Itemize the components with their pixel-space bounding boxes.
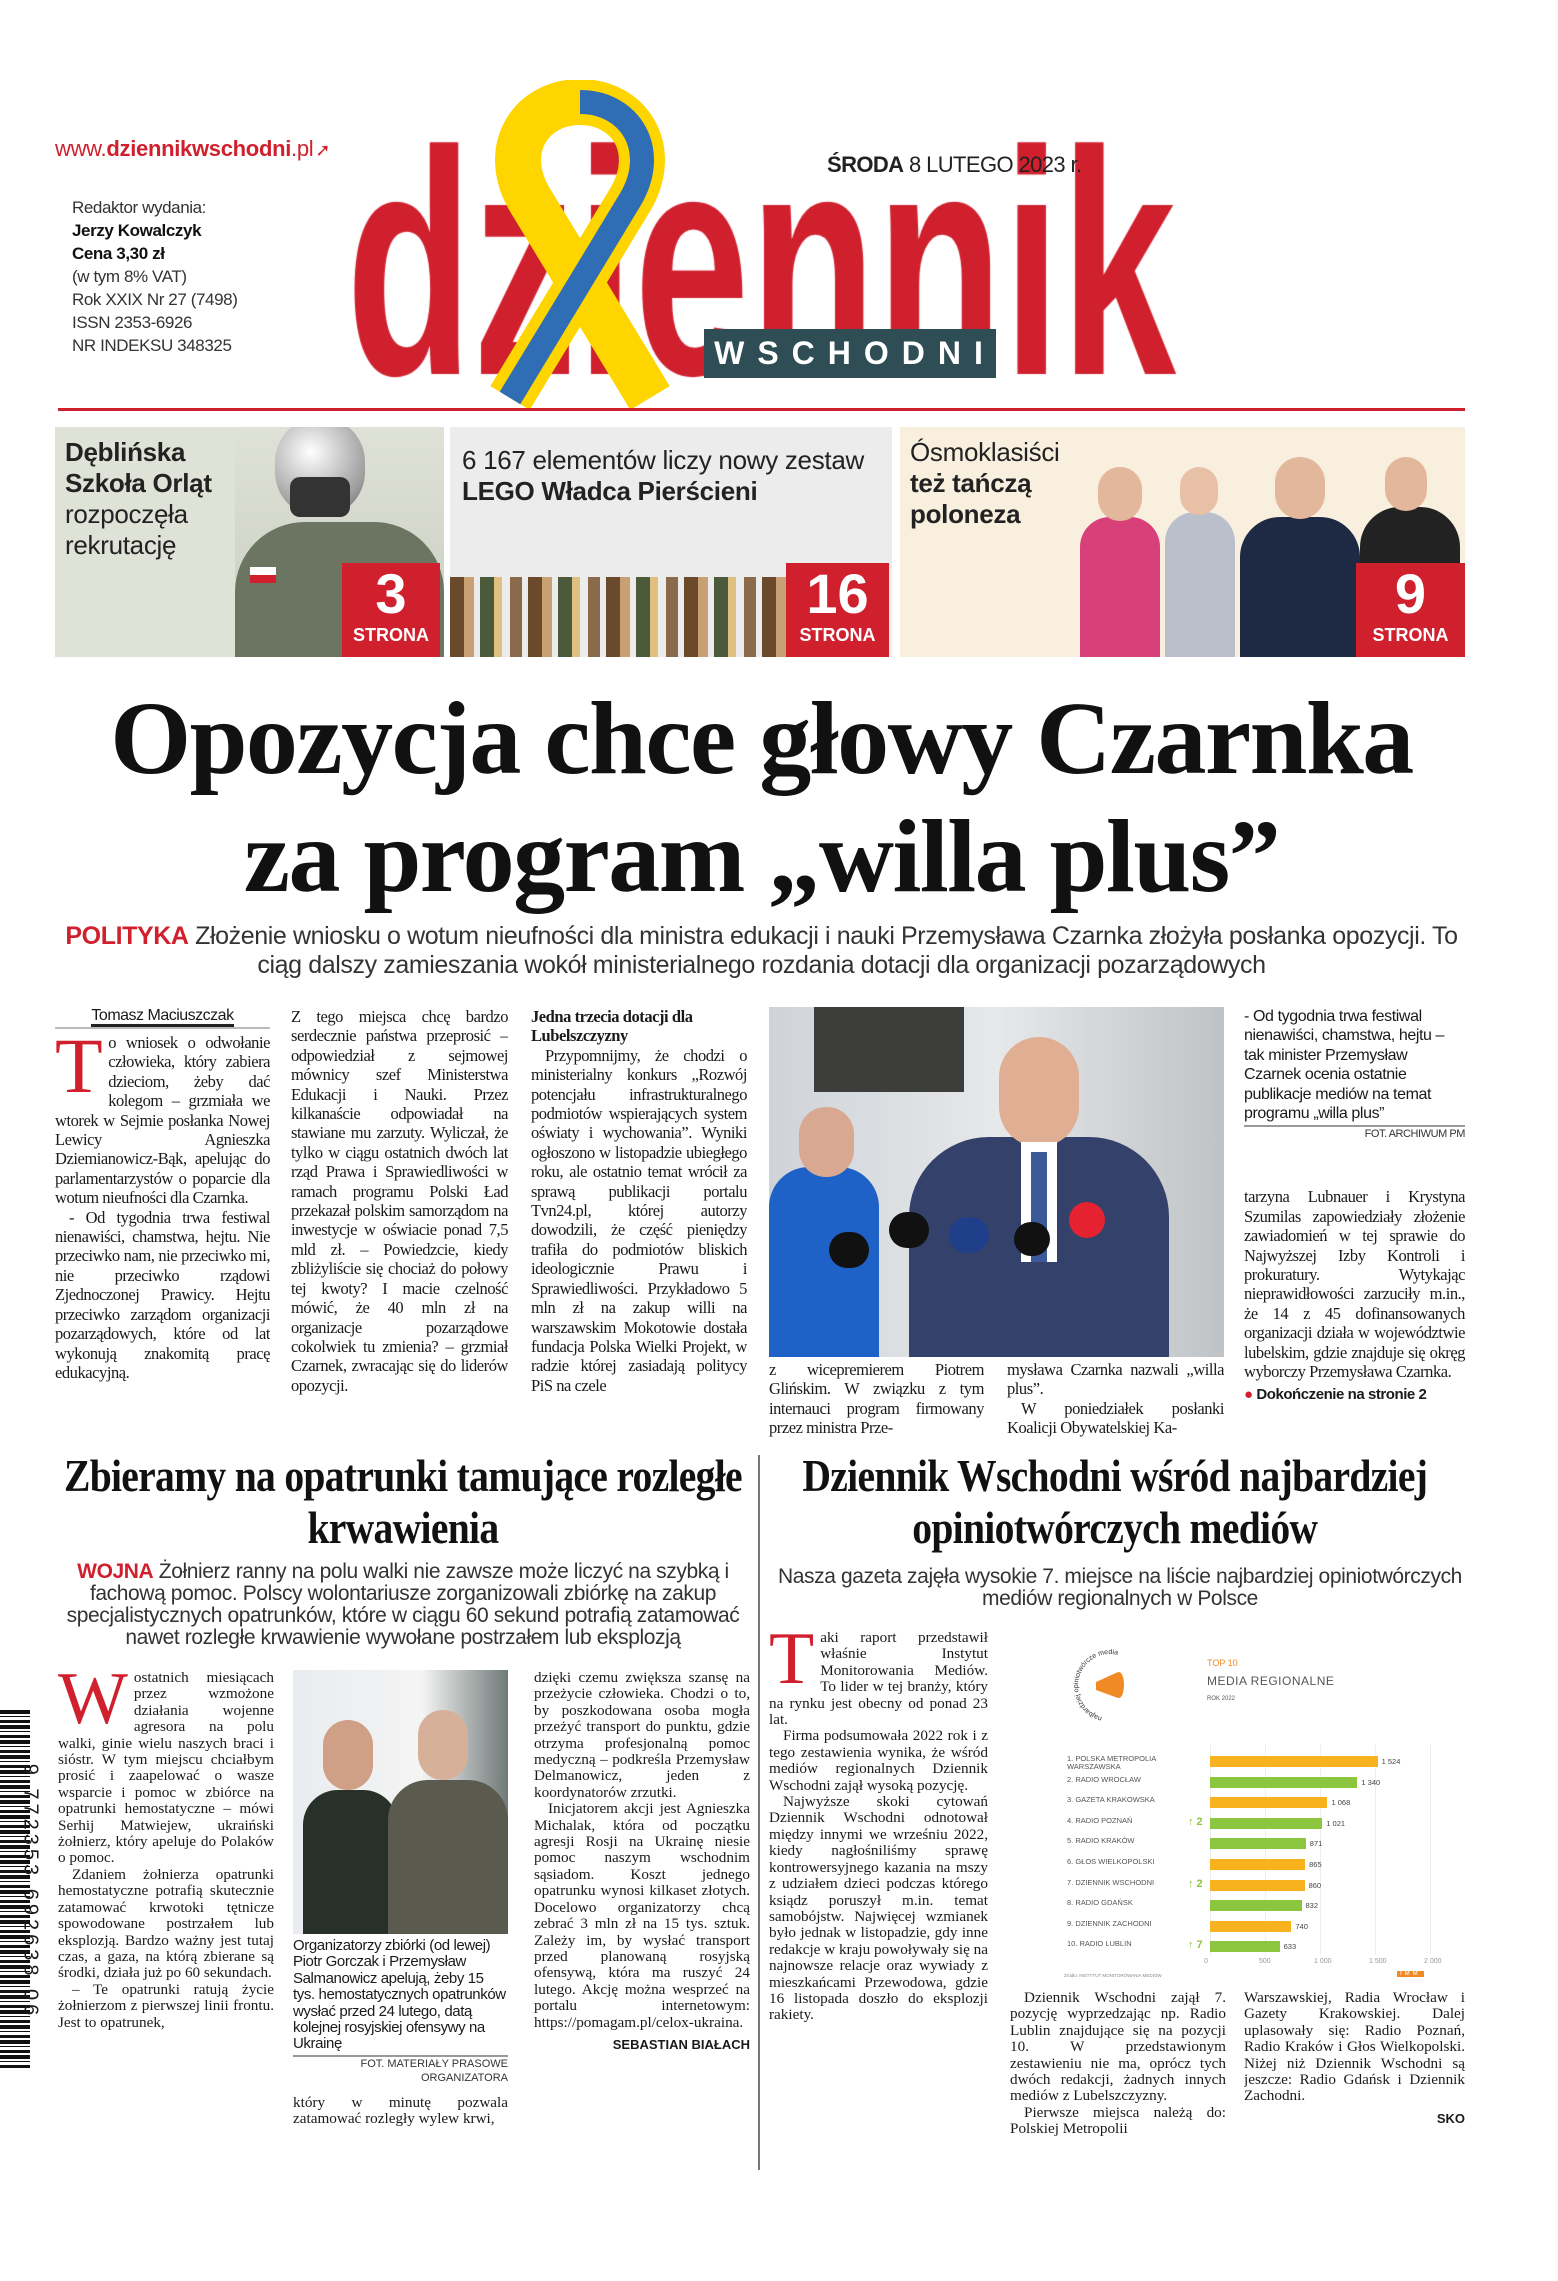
chart-bar [1210, 1818, 1322, 1829]
chart-value-label: 1 068 [1331, 1798, 1351, 1808]
chart-bar [1210, 1777, 1357, 1788]
story2-headline[interactable]: Zbieramy na opatrunki tamujące rozległe krwawienia [63, 1451, 742, 1553]
logo-subtitle: WSCHODNI [704, 329, 996, 378]
teaser-deblin[interactable]: Dęblińska Szkoła Orląt rozpoczęła rekrutację 3 STRONA [55, 427, 444, 657]
chart-value-label: 832 [1305, 1901, 1319, 1911]
chart-gridline [1430, 1745, 1431, 1955]
article-column: Z tego miejsca chcę bardzo serdecznie państwa przeprosić – odpowiedział z sejmowej mównicy szef Ministerstwa Edukacji i Nauki. Przez kilkanaście odpowiadał na stawiane mu zarzuty. Wyliczał, że tylko w ciągu ostatnich dwóch lat rząd Prawa i Sprawiedliwości w ramach programu Polski Ład przekazał polskim samorządom na inwestycje w oświacie ponad 7,5 mld zł. – Powiedzcie, kiedy zbliżyliście się chociaż do połowy tej kwoty? I macie czelność mówić, że 40 mln zł na organizacje pozarządowe cokolwiek tu zmienia? – grzmiał Czarnek, zwracając się do liderów opozycji. [291, 1007, 508, 1395]
chart-value-label: 1 340 [1361, 1777, 1381, 1787]
chart-gridline [1375, 1745, 1376, 1955]
chart-source: Źródło: INSTYTUT MONITOROWANIA MEDIÓW [1064, 1973, 1162, 1978]
article-column: dzięki czemu zwiększa szansę na przeżycie człowieka. Chodzi o to, by poszkodowana osoba mogła przeżyć transport do punktu, gdzie otrzyma profesjonalną pomoc medyczną – podkreśla Przemysław Delmanowicz, jeden z koordynatorów zrzutki. Inicjatorem akcji jest Agnieszka Michalak, która od początku agresji Rosji na Ukrainę niesie pomoc naszym wschodnim sąsiadom. Koszt jednego opatrunku wynosi kilkaset złotych. Docelowo organizatorzy chcą zebrać 3 mln zł na 15 tys. sztuk. Zależy im, by wysłać transport przed planowaną rosyjską ofensywą, która ma ruszyć 24 lutego. Akcję można wesprzeć na portalu internetowym: https://pomagam.pl/celox-ukraina. SEBASTIAN BIAŁACH [534, 1670, 750, 2052]
chart-top-label: TOP 10 [1207, 1658, 1238, 1668]
editor-name: Jerzy Kowalczyk [72, 221, 202, 240]
chart-bar [1210, 1941, 1280, 1952]
price: Cena 3,30 zł [72, 244, 165, 263]
main-lead: POLITYKA Złożenie wniosku o wotum nieufności dla ministra edukacji i nauki Przemysława Czarnka złożyła posłanka opozycji. To ciąg dalszy zamieszania wokół ministerialnego rozdania dotacji dla organizacji pozarządowych [65, 922, 1458, 979]
chart-value-label: 633 [1283, 1942, 1297, 1952]
photo-credit: FOT. MATERIAŁY PRASOWE ORGANIZATORA [293, 2055, 508, 2085]
chart-value-label: 860 [1308, 1880, 1322, 1890]
column-divider [758, 1455, 760, 2170]
opinion-media-badge-icon [1068, 1644, 1152, 1728]
article-column: W ostatnich miesiącach przez wzmożone działania wojenne agresora na polu walki, ginie wielu naszych braci i sióstr. W tym miejscu chciałbym prosić i zaapelować o wasze wsparcie i pomoc w zbiórce na opatrunki hemostatyczne – mówi Serhij Matwiejew, ukraiński żołnierz, który apeluje do Polaków o pomoc. Zdaniem żołnierza opatrunki hemostatyczne potrafią skutecznie zatamować krwotoki tętnicze spowodowane postrzałem lub eksplozją. Bardzo ważny jest tutaj czas, a gaza, na którą zbierane są środki, działa już po 60 sekundach. – Te opatrunki ratują życie żołnierzom z pierwszej linii frontu. Jest to opatrunek, [58, 1670, 274, 2031]
dropcap: W [58, 1670, 128, 1740]
article-column: z wicepremierem Piotrem Glińskim. W związku z tym internauci program firmowany przez ministra Prze- [769, 1360, 984, 1438]
article-column: Warszawskiej, Radia Wrocław i Gazety Krakowskiej. Dalej uplasowały się: Radio Poznań, Radio Kraków i Głos Wielkopolski. Niżej niż Dziennik Wschodni są jeszcze: Radio Gdańsk i Dziennik Zachodni. SKO [1244, 1990, 1465, 2126]
issue-date: ŚRODA 8 LUTEGO 2023 r. [827, 152, 1082, 177]
photo-credit: FOT. ARCHIWUM PM [1244, 1125, 1465, 1141]
article-column: Tomasz Maciuszczak T o wniosek o odwołanie człowieka, który zabiera dzieciom, żeby dać kolegom – grzmiała we wtorek w Sejmie posłanka Nowej Lewicy Agnieszka Dziemianowicz-Bąk, apelując do parlamentarzystów o poparcie dla wotum nieufności dla Czarnka. - Od tygodnia trwa festiwal nienawiści, chamstwa, hejtu. Nie przeciwko nam, nie przeciwko mi, nie przeciwko rządowi Zjednoczonej Prawicy. Hejtu przeciwko zarządom organizacji pozarządowych, które od lat wykonują znakomitą pracę edukacyjną. [55, 1007, 270, 1382]
page-badge: 16 STRONA [786, 563, 889, 657]
chart-category-label: 8. RADIO GDAŃSK [1067, 1898, 1133, 1908]
chart-category-label: 5. RADIO KRAKÓW [1067, 1836, 1135, 1846]
chart-bar [1210, 1921, 1291, 1932]
article-column: - Od tygodnia trwa festiwal nienawiści, chamstwa, hejtu – tak minister Przemysław Czarnek ocenia ostatnie publikacje mediów na temat programu „willa plus” FOT. ARCHIWUM PM tarzyna Lubnauer i Krystyna Szumilas zapowiedziały złożenie zawiadomień w tej sprawie do Najwyższej Izby Kontroli i prokuratury. Wytykając nieprawidłowości zarzuciły m.in., że 14 z 45 dofinansowanych organizacji działa w województwie lubelskim, gdzie znajduje się okręg wyborczy Przemysława Czarnka. ● Dokończenie na stronie 2 [1244, 1008, 1465, 1403]
bullet-icon: ● [1244, 1385, 1253, 1403]
article-column: Dziennik Wschodni zajął 7. pozycję wyprzedzając np. Radio Lublin znajdujące się na pozycji 10. W przedstawionym zestawieniu nie ma, oprócz tych dwóch redakcji, żadnych innych mediów z Lubelszczyzny. Pierwsze miejsca należą do: Polskiej Metropolii [1010, 1990, 1226, 2138]
rank-change-arrow: ↑ 2 [1188, 1877, 1203, 1890]
chart-x-tick-label: 500 [1259, 1958, 1271, 1965]
teaser-lego[interactable]: 6 167 elementów liczy nowy zestaw LEGO Władca Pierścieni 16 STRONA [450, 427, 892, 657]
story3-lead: Nasza gazeta zajęła wysokie 7. miejsce na liście najbardziej opiniotwórczych mediów regionalnych w Polsce [778, 1565, 1462, 1610]
article-column: Jedna trzecia dotacji dla Lubelszczyzny Przypomnijmy, że chodzi o ministerialny konkurs „Rozwój potencjału infrastrukturalnego podmiotów wspierających system oświaty i wychowania”. Wyniki ogłoszono w listopadzie ubiegłego roku, ale ostatnio temat wrócił za sprawą publikacji portalu Tvn24.pl, której autorzy dowodzili, że część pieniędzy trafiła do podmiotów bliskich ideologicznie Prawu i Sprawiedliwości. Przykładowo 5 mln zł na zakup willi na warszawskim Mokotowie dostała fundacja Polska Wielki Projekt, w radzie której zasiadają politycy PiS na czele [531, 1007, 747, 1395]
chart-value-label: 740 [1295, 1921, 1308, 1931]
chart-value-label: 865 [1309, 1860, 1322, 1869]
chart-x-tick-label: 2 000 [1424, 1958, 1442, 1965]
czarnek-photo [769, 1007, 1224, 1357]
byline: Tomasz Maciuszczak [55, 1005, 270, 1029]
media-ranking-chart [1024, 1630, 1465, 1977]
author-signature: SEBASTIAN BIAŁACH [612, 2036, 750, 2052]
chart-category-label: 4. RADIO POZNAŃ [1067, 1815, 1133, 1825]
main-headline[interactable]: Opozycja chce głowy Czarnka za program „willa plus” [110, 681, 1413, 914]
article-column: T aki raport przedstawił właśnie Instytut Monitorowania Mediów. To lider w tej branży, który na rynku jest obecny od ponad 23 lat. Firma podsumowała 2022 rok i z tego zestawienia wynika, że wśród mediów regionalnych Dziennik Wschodni zajął wysoką pozycję. Najwyższe skoki cytowań Dziennik Wschodni odnotował między innymi we wrześniu 2022, kiedy nagłośniliśmy sprawę kontrowersyjnego kazania na mszy z udziałem dzieci podczas którego ksiądz poruszył m.in. temat samobójstw. Najwięcej wzmianek było jednak w listopadzie, gdy inne redakcje w kraju powoływały się na najnowsze relacje oraz wywiady z mieszkańcami Przewodowa, gdzie 16 listopada doszło do eksplozji rakiety. [769, 1630, 988, 2024]
lego-figures-photo [450, 577, 786, 657]
author-signature: SKO [1436, 2110, 1465, 2126]
article-column: mysława Czarnka nazwali „willa plus”. W poniedziałek posłanki Koalicji Obywatelskiej Ka- [1007, 1360, 1224, 1438]
chart-bar [1210, 1756, 1378, 1767]
chart-x-tick-label: 1 000 [1314, 1958, 1332, 1965]
organizers-photo [293, 1670, 508, 1934]
article-column: Organizatorzy zbiórki (od lewej) Piotr Gorczak i Przemysław Salmanowicz apelują, żeby 15 tys. hemostatycznych opatrunków wysłać przed 24 lutego, datą kolejnej rosyjskiej ofensywy na Ukrainę FOT. MATERIAŁY PRASOWE ORGANIZATORA który w minutę pozwala zatamować rozległy wylew krwi, [293, 1938, 508, 2128]
chart-bar [1210, 1797, 1327, 1808]
photo-caption: - Od tygodnia trwa festiwal nienawiści, chamstwa, hejtu – tak minister Przemysław Czarnek ocenia ostatnie publikacje mediów na temat programu „willa plus” [1244, 1008, 1445, 1123]
rank-change-arrow: ↑ 7 [1188, 1939, 1203, 1952]
subheading: Jedna trzecia dotacji dla Lubelszczyzny [531, 1007, 693, 1046]
edition-info: Redaktor wydania: Jerzy Kowalczyk Cena 3,30 zł (w tym 8% VAT) Rok XXIX Nr 27 (7498) ISSN 2353-6926 NR INDEKSU 348325 [72, 198, 238, 355]
story3-headline[interactable]: Dziennik Wschodni wśród najbardziej opiniotwórczych mediów [802, 1451, 1428, 1553]
chart-category-label: 1. POLSKA METROPOLIA WARSZAWSKA [1067, 1754, 1156, 1771]
chart-value-label: 1 021 [1326, 1818, 1346, 1828]
barcode-digits: 9 772353 692638 06 [19, 1763, 42, 2020]
story2-lead: WOJNA Żołnierz ranny na polu walki nie zawsze może liczyć na szybką i fachową pomoc. Polscy wolontariusze zorganizowali zbiórkę na zakup specjalistycznych opatrunków, które w ciągu 60 sekund potrafią zatamować nawet rozległe krwawienie wywołane postrzałem lub eksplozją [66, 1560, 740, 1649]
rank-change-arrow: ↑ 2 [1188, 1815, 1203, 1828]
chart-category-label: 6. GŁOS WIELKOPOLSKI [1067, 1857, 1155, 1866]
header-rule [58, 408, 1465, 411]
cursor-icon: ➚ [315, 140, 331, 160]
chart-value-label: 871 [1309, 1839, 1323, 1849]
chart-bar [1210, 1880, 1305, 1891]
chart-bar [1210, 1859, 1305, 1870]
chart-category-label: 7. DZIENNIK WSCHODNI [1067, 1877, 1155, 1887]
chart-category-label: 2. RADIO WROCŁAW [1067, 1774, 1141, 1784]
continued-link[interactable]: ● Dokończenie na stronie 2 [1244, 1385, 1427, 1403]
page-badge: 3 STRONA [342, 563, 440, 657]
teaser-polonez[interactable]: Ósmoklasiści też tańczą poloneza 9 STRONA [900, 427, 1465, 657]
chart-category-label: 10. RADIO LUBLIN [1067, 1939, 1132, 1949]
chart-bar [1210, 1838, 1306, 1849]
chart-x-tick-label: 1 500 [1369, 1958, 1387, 1965]
chart-category-label: 9. DZIENNIK ZACHODNI [1067, 1918, 1152, 1928]
dropcap: T [769, 1630, 815, 1700]
photo-caption: Organizatorzy zbiórki (od lewej) Piotr Gorczak i Przemysław Salmanowicz apelują, żeby 15 tys. hemostatycznych opatrunków wysłać przed 24 lutego, datą kolejnej rosyjskiej ofensywy na Ukrainę [293, 1938, 506, 2053]
imm-logo: IMM [1397, 1971, 1424, 1977]
chart-bar [1210, 1900, 1302, 1911]
badge-text: najbardziej opiniotwórcze media [1072, 1648, 1119, 1722]
page-badge: 9 STRONA [1356, 563, 1465, 657]
website-link[interactable]: www.dziennikwschodni.pl ➚ [55, 136, 331, 161]
chart-subtitle: ROK 2022 [1207, 1696, 1236, 1702]
chart-title: MEDIA REGIONALNE [1207, 1674, 1335, 1688]
chart-x-tick-label: 0 [1204, 1958, 1208, 1965]
chart-value-label: 1 524 [1381, 1757, 1401, 1766]
chart-category-label: 3. GAZETA KRAKOWSKA [1067, 1795, 1155, 1805]
dropcap: T [55, 1022, 103, 1109]
